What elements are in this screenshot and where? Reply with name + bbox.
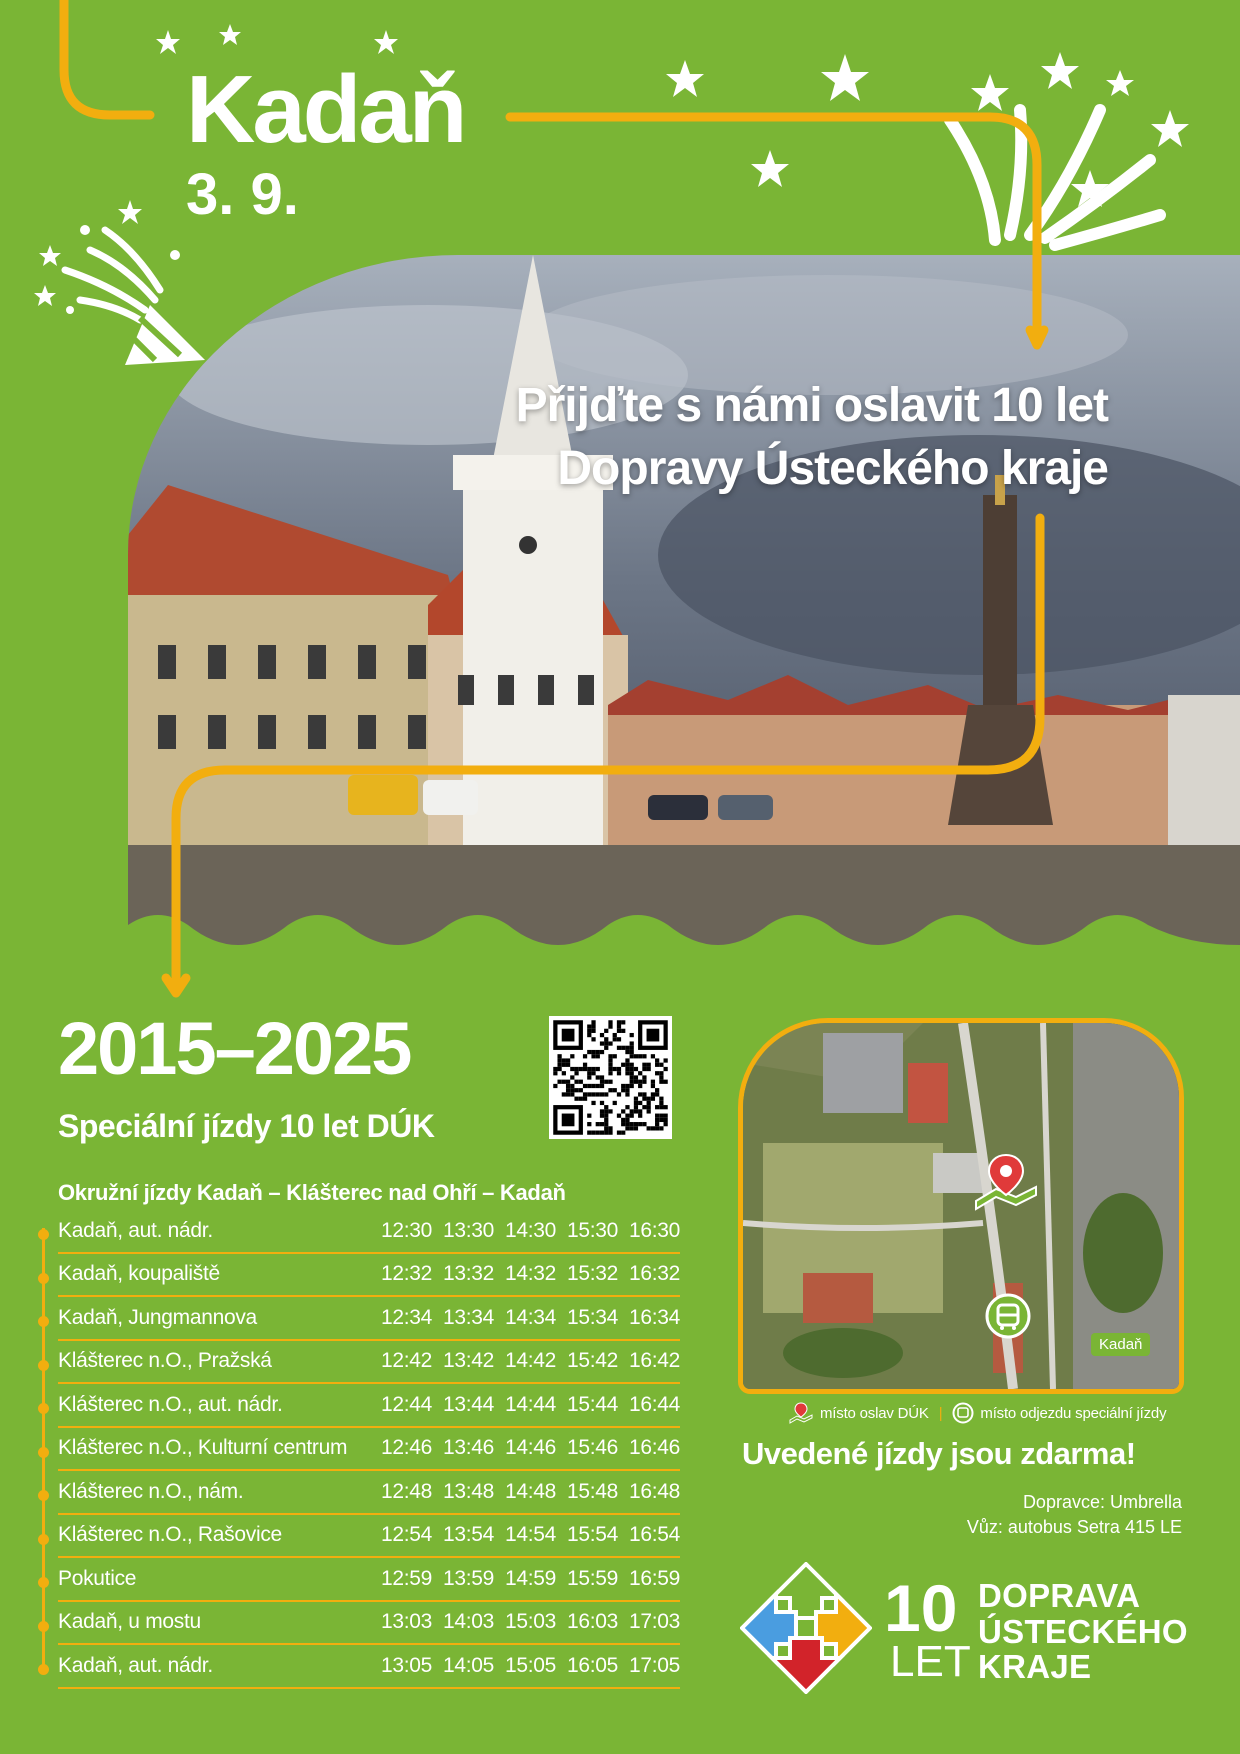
departure-time: 12:30 xyxy=(370,1210,432,1253)
confetti-decoration-left xyxy=(30,190,210,380)
departure-time: 15:34 xyxy=(556,1296,618,1340)
departure-time: 15:05 xyxy=(494,1644,556,1688)
departure-time: 16:42 xyxy=(618,1340,680,1384)
departure-time: 13:44 xyxy=(432,1383,494,1427)
departure-time: 12:54 xyxy=(370,1514,432,1558)
operator-carrier: Dopravce: Umbrella xyxy=(1022,1492,1182,1512)
departure-time: 16:44 xyxy=(618,1383,680,1427)
logo-number: 10 xyxy=(884,1571,958,1645)
timetable-title: Okružní jízdy Kadaň – Klášterec nad Ohří – Kadaň xyxy=(58,1180,566,1205)
departure-time: 13:03 xyxy=(370,1601,432,1645)
free-rides-notice: Uvedené jízdy jsou zdarma! xyxy=(742,1436,1136,1471)
departure-time: 16:30 xyxy=(618,1210,680,1253)
stop-name: Klášterec n.O., Rašovice xyxy=(58,1514,370,1558)
departure-time: 13:34 xyxy=(432,1296,494,1340)
timeline-dot xyxy=(38,1316,49,1327)
departure-time: 12:59 xyxy=(370,1557,432,1601)
departure-time: 15:48 xyxy=(556,1470,618,1514)
timeline-dot xyxy=(38,1273,49,1284)
map-legend xyxy=(788,1402,1166,1424)
timetable-row xyxy=(58,1557,680,1601)
photo-wave-edge xyxy=(128,905,1240,985)
timeline-dot xyxy=(38,1621,49,1632)
bus-legend-icon xyxy=(952,1402,974,1424)
map-place-label: Kadaň xyxy=(1091,1333,1150,1356)
timeline-dot xyxy=(38,1447,49,1458)
timetable-row xyxy=(58,1210,680,1253)
stop-name: Klášterec n.O., aut. nádr. xyxy=(58,1383,370,1427)
timetable-row xyxy=(58,1644,680,1688)
city-title: Kadaň xyxy=(186,56,465,163)
timetable-row xyxy=(58,1470,680,1514)
logo-line-1: DOPRAVA xyxy=(978,1577,1141,1614)
departure-time: 16:54 xyxy=(618,1514,680,1558)
stop-name: Kadaň, Jungmannova xyxy=(58,1296,370,1340)
departure-time: 13:32 xyxy=(432,1253,494,1297)
departure-time: 14:59 xyxy=(494,1557,556,1601)
stop-name: Pokutice xyxy=(58,1557,370,1601)
departure-time: 12:34 xyxy=(370,1296,432,1340)
logo-line-3: KRAJE xyxy=(978,1648,1092,1686)
bus-stop-icon[interactable] xyxy=(985,1293,1031,1339)
anniversary-subtitle: Speciální jízdy 10 let DÚK xyxy=(58,1108,435,1144)
departure-time: 14:34 xyxy=(494,1296,556,1340)
departure-time: 16:03 xyxy=(556,1601,618,1645)
timetable-row xyxy=(58,1383,680,1427)
departure-time: 16:34 xyxy=(618,1296,680,1340)
stop-name: Klášterec n.O., Pražská xyxy=(58,1340,370,1384)
departure-time: 15:46 xyxy=(556,1427,618,1471)
duk-logo-arrows-icon xyxy=(740,1562,872,1694)
departure-time: 15:59 xyxy=(556,1557,618,1601)
anniversary-years: 2015–2025 xyxy=(58,1007,411,1090)
departure-time: 13:48 xyxy=(432,1470,494,1514)
location-map[interactable] xyxy=(738,1018,1184,1394)
timeline-dot xyxy=(38,1403,49,1414)
stop-name: Kadaň, aut. nádr. xyxy=(58,1210,370,1253)
departure-time: 14:42 xyxy=(494,1340,556,1384)
departure-time: 15:32 xyxy=(556,1253,618,1297)
event-date: 3. 9. xyxy=(186,162,299,227)
timetable-row xyxy=(58,1427,680,1471)
logo-line-2: ÚSTECKÉHO xyxy=(978,1612,1188,1650)
timeline-dot xyxy=(38,1577,49,1588)
celebration-place-pin-icon[interactable] xyxy=(971,1153,1041,1213)
timetable-row xyxy=(58,1340,680,1384)
timeline-dot xyxy=(38,1534,49,1545)
departure-time: 13:30 xyxy=(432,1210,494,1253)
departure-time: 17:03 xyxy=(618,1601,680,1645)
departure-time: 14:03 xyxy=(432,1601,494,1645)
fireworks-decoration-right xyxy=(660,40,1220,260)
departure-time: 16:48 xyxy=(618,1470,680,1514)
stop-name: Kadaň, aut. nádr. xyxy=(58,1644,370,1688)
departure-time: 13:05 xyxy=(370,1644,432,1688)
departure-time: 13:42 xyxy=(432,1340,494,1384)
departure-time: 17:05 xyxy=(618,1644,680,1688)
departure-time: 14:05 xyxy=(432,1644,494,1688)
departure-time: 16:46 xyxy=(618,1427,680,1471)
operator-info xyxy=(967,1490,1182,1540)
legend-separator: | xyxy=(938,1404,943,1422)
departure-time: 16:32 xyxy=(618,1253,680,1297)
legend-celebration: místo oslav DÚK xyxy=(820,1404,929,1422)
departure-time: 12:46 xyxy=(370,1427,432,1471)
departure-time: 12:48 xyxy=(370,1470,432,1514)
departure-time: 14:46 xyxy=(494,1427,556,1471)
stop-name: Klášterec n.O., nám. xyxy=(58,1470,370,1514)
headline-line-1: Přijďte s námi oslavit 10 let xyxy=(515,379,1108,432)
departure-time: 14:54 xyxy=(494,1514,556,1558)
timetable-row xyxy=(58,1253,680,1297)
pin-legend-icon xyxy=(788,1402,814,1424)
departure-time: 14:32 xyxy=(494,1253,556,1297)
departure-time: 12:44 xyxy=(370,1383,432,1427)
departure-time: 16:05 xyxy=(556,1644,618,1688)
departure-time: 15:42 xyxy=(556,1340,618,1384)
logo-let: LET xyxy=(890,1637,971,1686)
logo-brand xyxy=(978,1578,1188,1685)
timetable-row xyxy=(58,1514,680,1558)
stop-name: Kadaň, u mostu xyxy=(58,1601,370,1645)
departure-time: 16:59 xyxy=(618,1557,680,1601)
timeline-dot xyxy=(38,1490,49,1501)
town-square-photo xyxy=(128,255,1240,975)
legend-departure: místo odjezdu speciální jízdy xyxy=(980,1404,1167,1422)
headline-line-2: Dopravy Ústeckého kraje xyxy=(557,442,1108,496)
departure-time: 12:42 xyxy=(370,1340,432,1384)
stop-name: Klášterec n.O., Kulturní centrum xyxy=(58,1427,370,1471)
departure-time: 14:48 xyxy=(494,1470,556,1514)
departure-time: 14:30 xyxy=(494,1210,556,1253)
departure-time: 15:44 xyxy=(556,1383,618,1427)
departure-time: 13:54 xyxy=(432,1514,494,1558)
departure-time: 13:59 xyxy=(432,1557,494,1601)
departure-time: 15:03 xyxy=(494,1601,556,1645)
timeline-dot xyxy=(38,1360,49,1371)
departure-time: 12:32 xyxy=(370,1253,432,1297)
departure-time: 13:46 xyxy=(432,1427,494,1471)
departure-time: 15:30 xyxy=(556,1210,618,1253)
headline xyxy=(516,374,1108,501)
timetable-row xyxy=(58,1296,680,1340)
qr-code[interactable] xyxy=(549,1016,672,1139)
timeline-dot xyxy=(38,1229,49,1240)
departure-time: 15:54 xyxy=(556,1514,618,1558)
timetable xyxy=(58,1210,680,1689)
operator-vehicle: Vůz: autobus Setra 415 LE xyxy=(966,1517,1182,1538)
stop-name: Kadaň, koupaliště xyxy=(58,1253,370,1297)
timetable-row xyxy=(58,1601,680,1645)
timeline-dot xyxy=(38,1664,49,1675)
departure-time: 14:44 xyxy=(494,1383,556,1427)
